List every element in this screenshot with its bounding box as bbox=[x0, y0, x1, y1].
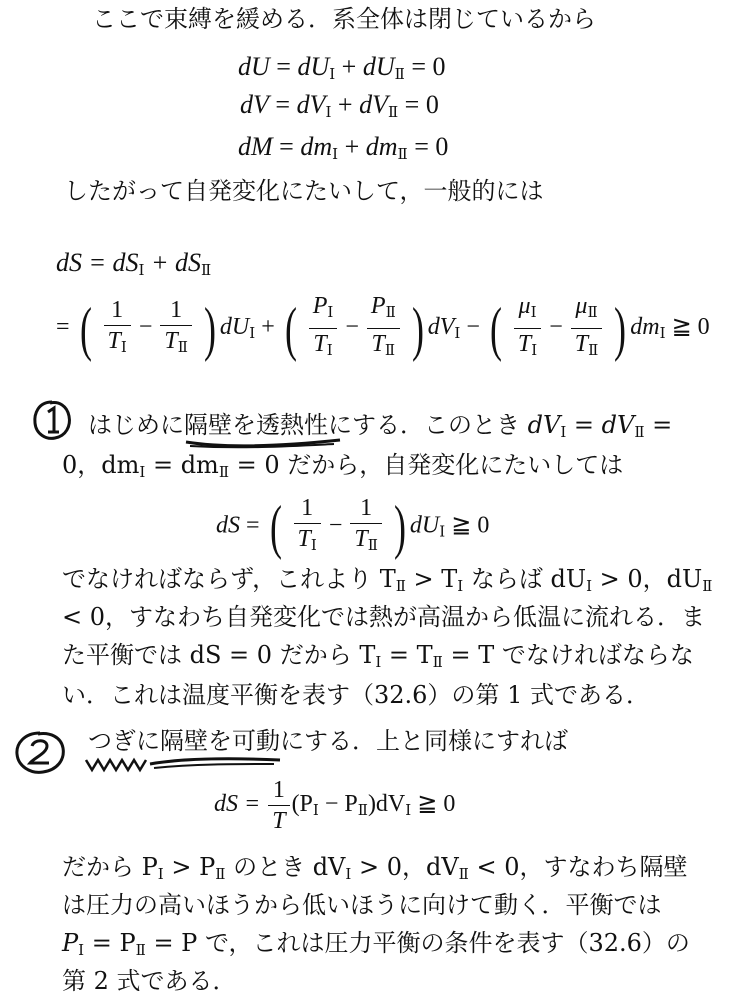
section1-para-line1: でなければならず，これより $T_Ⅱ > T_Ⅰ$ ならば $dU_Ⅰ > 0$，$dU_Ⅱ$ bbox=[62, 565, 713, 595]
section2-para-line1: だから $P_Ⅰ > P_Ⅱ$ のとき $dV_Ⅰ > 0$，$dV_Ⅱ < 0$，すなわち隔壁 bbox=[62, 853, 688, 883]
handwritten-circle-2-icon bbox=[12, 728, 70, 778]
section1-line2: 0，$dm_Ⅰ = dm_Ⅱ = 0$ だから，自発変化にたいしては bbox=[62, 451, 624, 481]
intro-text: ここで束縛を緩める．系全体は閉じているから bbox=[92, 5, 596, 33]
section2-para-line2: は圧力の高いほうから低いほうに向けて動く．平衡では bbox=[62, 891, 662, 919]
equation-dU: dU = $dU_Ⅰ + dU_Ⅱ = 0$ bbox=[238, 52, 446, 83]
handwritten-squiggle-icon bbox=[84, 752, 284, 774]
handwritten-underline-icon bbox=[184, 436, 344, 450]
section2-line1: つぎに隔壁を可動にする．上と同様にすれば bbox=[88, 727, 568, 755]
section2-para-line3: $P_Ⅰ = P_Ⅱ = P$ で，これは圧力平衡の条件を表す（32.6）の bbox=[62, 929, 690, 959]
section1-line1: はじめに隔壁を透熱性にする．このとき $dV_Ⅰ = dV_Ⅱ$ = bbox=[88, 411, 673, 441]
underlined-phrase-diathermal: 隔壁を透熱性 bbox=[184, 411, 328, 439]
equation-dS-sum: dS = $dS_Ⅰ + dS_Ⅱ$ bbox=[56, 248, 212, 279]
section1-para-line4: い．これは温度平衡を表す（32.6）の第 1 式である． bbox=[62, 681, 650, 709]
section1-para-line2: < 0，すなわち自発変化では熱が高温から低温に流れる．ま bbox=[62, 603, 706, 631]
equation-dS-expansion: = ( $\frac{1}{T_Ⅰ}$ − $\frac{1}{T_Ⅱ}$ ) $dU_Ⅰ$ + ( $\frac{P_Ⅰ}{T_Ⅰ}$ − $\frac{P_Ⅱ}{T_Ⅱ}$ ) $dV_Ⅰ$ − ( $\frac{\mu_Ⅰ}{T_Ⅰ}$ − $\frac{\mu_Ⅱ}{T_Ⅱ}$ ) $dm_Ⅰ$ ≧ 0 bbox=[56, 293, 710, 362]
equation-dV: dV = $dV_Ⅰ + dV_Ⅱ = 0$ bbox=[240, 90, 439, 121]
handwritten-circle-1-icon bbox=[28, 396, 76, 444]
section2-equation: dS = $\frac{1}{T}$ $(P_Ⅰ - P_Ⅱ)dV_Ⅰ$ ≧ 0 bbox=[214, 777, 456, 834]
section1-equation: dS = ( $\frac{1}{T_Ⅰ}$ − $\frac{1}{T_Ⅱ}$ ) $dU_Ⅰ$ ≧ 0 bbox=[216, 494, 490, 560]
underlined-phrase-movable: 隔壁を可動 bbox=[160, 727, 280, 755]
section1-para-line3: た平衡では dS = 0 だから $T_Ⅰ = T_Ⅱ = T$ でなければならな bbox=[62, 641, 694, 671]
equation-dM: dM = $dm_Ⅰ + dm_Ⅱ = 0$ bbox=[238, 132, 449, 163]
general-text: したがって自発変化にたいして，一般的には bbox=[64, 177, 544, 205]
section2-para-line4: 第 2 式である． bbox=[62, 967, 237, 995]
